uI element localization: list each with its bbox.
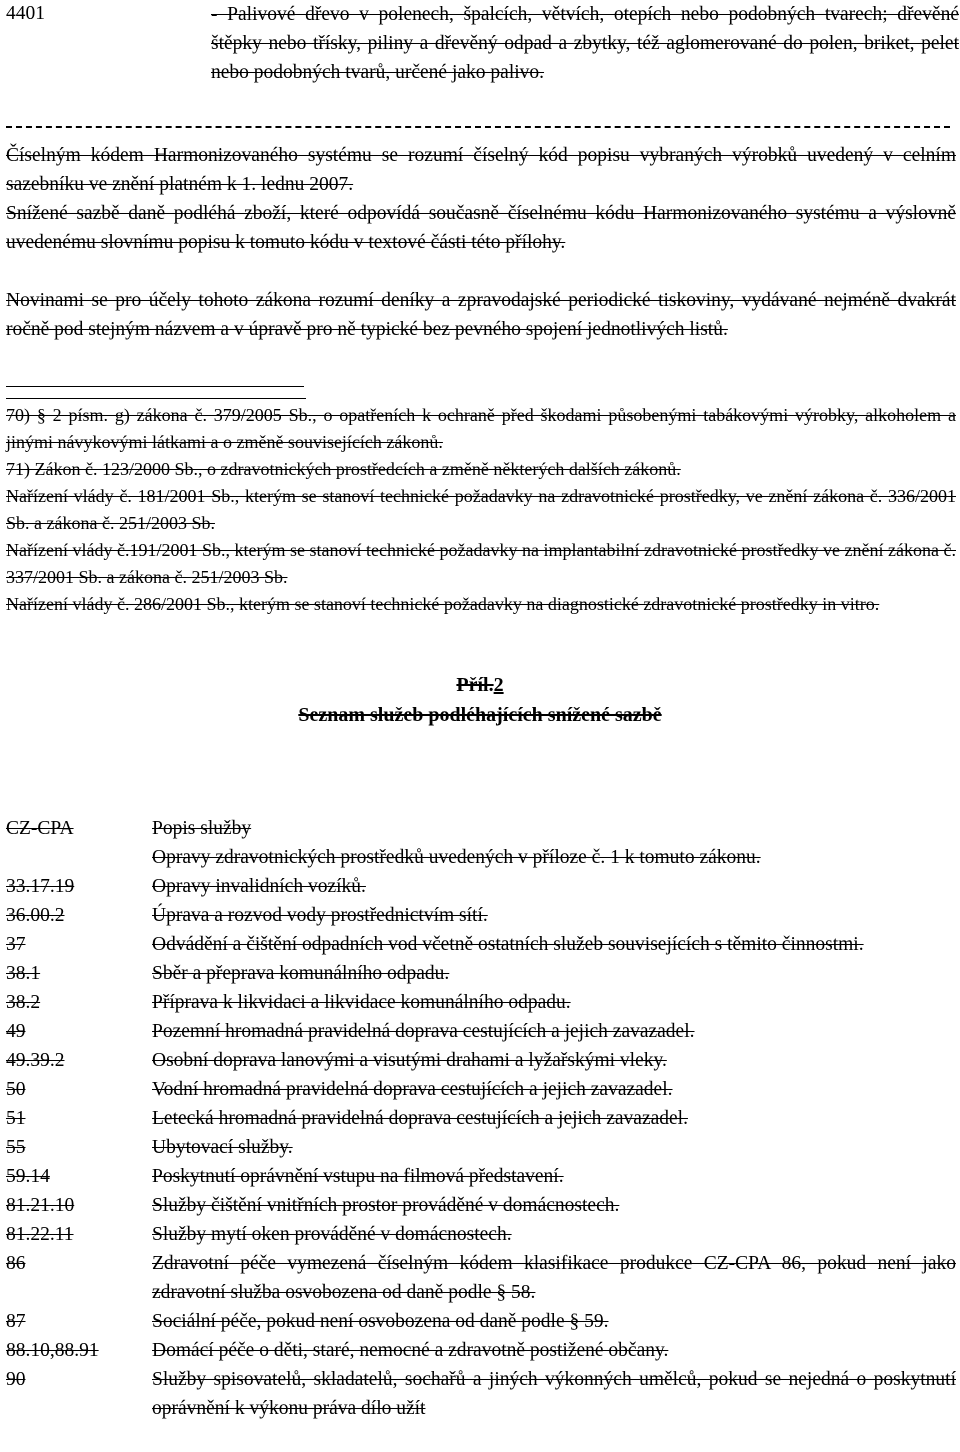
row-desc: Domácí péče o děti, staré, nemocné a zdravotně postižené občany. <box>152 1340 669 1361</box>
row-code: 55 <box>6 1137 26 1158</box>
table-row <box>6 988 956 1017</box>
row-code: 81.21.10 <box>6 1195 75 1216</box>
row-desc: Služby mytí oken prováděné v domácnostech. <box>152 1224 512 1245</box>
footnote-70: 70) § 2 písm. g) zákona č. 379/2005 Sb., o opatřeních k ochraně před škodami působenými tabákovými výrobky, alkoholem a jinými návykovými látkami a o změně souvisejících zákonů. <box>6 405 956 452</box>
table-row <box>6 1075 956 1104</box>
table-row <box>6 959 956 988</box>
row-desc: Opravy zdravotnických prostředků uvedených v příloze č. 1 k tomuto zákonu. <box>152 847 761 868</box>
table-row <box>6 843 956 872</box>
footnote-separator-2 <box>6 398 306 399</box>
row-code: 90 <box>6 1369 26 1390</box>
row-desc: Osobní doprava lanovými a visutými drahami a lyžařskými vleky. <box>152 1050 667 1071</box>
table-row <box>6 1104 956 1133</box>
paragraph-newspapers: Novinami se pro účely tohoto zákona rozumí deníky a zpravodajské periodické tiskoviny, vydávané nejméně dvakrát ročně pod stejným názvem a v úpravě pro ně typické bez pevného spojení jednotlivých listů. <box>6 290 956 340</box>
table-row <box>6 872 956 901</box>
row-desc: Vodní hromadná pravidelná doprava cestujících a jejich zavazadel. <box>152 1079 673 1100</box>
row-desc: Služby spisovatelů, skladatelů, sochařů a jiných výkonných umělců, pokud se nejedná o poskytnutí oprávnění k výkonu práva dílo užít <box>152 1369 956 1419</box>
table-row <box>6 1191 956 1220</box>
table-row <box>6 1017 956 1046</box>
services-table <box>6 814 956 1423</box>
table-row <box>6 1365 956 1423</box>
row-code: 59.14 <box>6 1166 50 1187</box>
row-code: 81.22.11 <box>6 1224 74 1245</box>
row-desc: Odvádění a čištění odpadních vod včetně ostatních služeb souvisejících s těmito činnostmi. <box>152 934 864 955</box>
row-code: 37 <box>6 934 26 955</box>
row-code: 88.10,88.91 <box>6 1340 99 1361</box>
paragraph-reduced-rate: Snížené sazbě daně podléhá zboží, které odpovídá současně číselnému kódu Harmonizovaného systému a výslovně uvedenému slovnímu popisu k tomuto kódu v textové části této přílohy. <box>6 203 956 253</box>
header-code: CZ-CPA <box>6 818 74 839</box>
paragraph-hs-code: Číselným kódem Harmonizovaného systému se rozumí číselný kód popisu vybraných výrobků uvedený v celním sazebníku ve znění platném k 1. lednu 2007. <box>6 145 956 195</box>
footnote-regulation-181: Nařízení vlády č. 181/2001 Sb., kterým se stanoví technické požadavky na zdravotnické prostředky, ve znění zákona č. 336/2001 Sb. a zákona č. 251/2003 Sb. <box>6 486 956 533</box>
row-code: 51 <box>6 1108 26 1129</box>
row-desc: Poskytnutí oprávnění vstupu na filmová představení. <box>152 1166 564 1187</box>
row-desc: Pozemní hromadná pravidelná doprava cestujících a jejich zavazadel. <box>152 1021 695 1042</box>
row-desc: Služby čištění vnitřních prostor prováděné v domácnostech. <box>152 1195 620 1216</box>
table-row <box>6 1133 956 1162</box>
row-desc: Opravy invalidních vozíků. <box>152 876 366 897</box>
dashed-separator <box>6 126 950 128</box>
top-item-code: 4401 <box>6 3 45 24</box>
row-desc: Příprava k likvidaci a likvidace komunálního odpadu. <box>152 992 571 1013</box>
footnote-regulation-191: Nařízení vlády č.191/2001 Sb., kterým se stanoví technické požadavky na implantabilní zdravotnické prostředky ve znění zákona č. 337/2001 Sb. a zákona č. 251/2003 Sb. <box>6 540 956 587</box>
table-row <box>6 930 956 959</box>
footnote-separator-1 <box>6 386 304 387</box>
row-code: 87 <box>6 1311 26 1332</box>
row-desc: Úprava a rozvod vody prostřednictvím sítí. <box>152 905 488 926</box>
table-row <box>6 1336 956 1365</box>
appendix-number-prefix: Příl. <box>456 674 494 696</box>
table-row <box>6 1220 956 1249</box>
table-row <box>6 1046 956 1075</box>
row-desc: Zdravotní péče vymezená číselným kódem klasifikace produkce CZ-CPA 86, pokud není jako zdravotní služba osvobozena od daně podle § 58. <box>152 1253 956 1303</box>
row-code: 50 <box>6 1079 26 1100</box>
row-code: 38.2 <box>6 992 41 1013</box>
row-code: 33.17.19 <box>6 876 75 897</box>
table-row <box>6 1162 956 1191</box>
appendix-title: Seznam služeb podléhajících snížené sazbě <box>298 704 662 726</box>
row-code: 49.39.2 <box>6 1050 65 1071</box>
row-desc: Ubytovací služby. <box>152 1137 293 1158</box>
top-item <box>6 0 959 118</box>
table-row <box>6 1249 956 1307</box>
table-header <box>6 814 956 843</box>
row-code: 38.1 <box>6 963 41 984</box>
appendix-number-suffix: 2 <box>493 674 504 696</box>
footnote-regulation-286: Nařízení vlády č. 286/2001 Sb., kterým se stanoví technické požadavky na diagnostické zdravotnické prostředky in vitro. <box>6 594 880 614</box>
header-desc: Popis služby <box>152 818 252 839</box>
row-code: 49 <box>6 1021 26 1042</box>
row-code: 36.00.2 <box>6 905 65 926</box>
row-desc: Sběr a přeprava komunálního odpadu. <box>152 963 450 984</box>
appendix-number <box>0 670 960 700</box>
row-desc: Letecká hromadná pravidelná doprava cestujících a jejich zavazadel. <box>152 1108 688 1129</box>
row-desc: Sociální péče, pokud není osvobozena od daně podle § 59. <box>152 1311 609 1332</box>
top-item-text: - Palivové dřevo v polenech, špalcích, větvích, otepích nebo podobných tvarech; dřevěné štěpky nebo třísky, piliny a dřevěný odpad a zbytky, též aglomerované do polen, briket, pelet nebo podobných tvarů, určené jako palivo. <box>211 4 959 83</box>
row-code: 86 <box>6 1253 26 1274</box>
footnote-71: 71) Zákon č. 123/2000 Sb., o zdravotnických prostředcích a změně některých dalších zákonů. <box>6 459 681 479</box>
table-row <box>6 1307 956 1336</box>
table-row <box>6 901 956 930</box>
